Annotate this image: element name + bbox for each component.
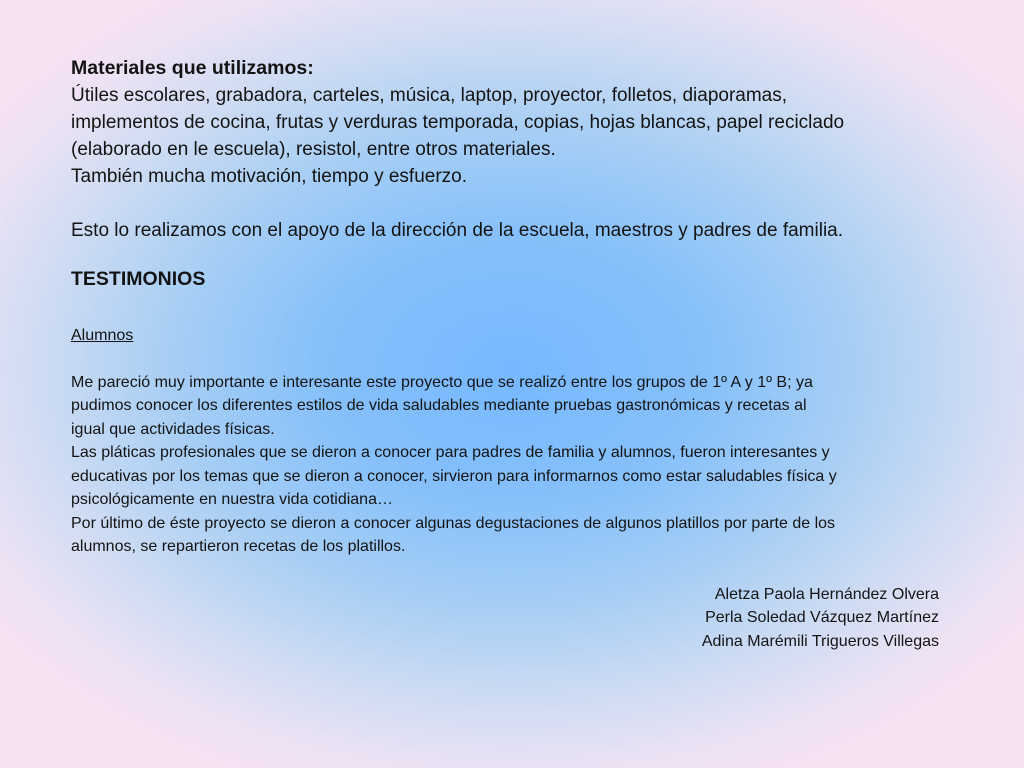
testimonio-paragraph [71, 371, 939, 559]
materiales-line: También mucha motivación, tiempo y esfuerzo. [71, 166, 468, 187]
testimonio-line: Me pareció muy importante e interesante este proyecto que se realizó entre los grupos de 1º A y 1º B; ya [71, 373, 813, 391]
testimonios-heading: TESTIMONIOS [71, 268, 206, 290]
spacer [71, 190, 939, 217]
materiales-line: Útiles escolares, grabadora, carteles, música, laptop, proyector, folletos, diaporamas, [71, 85, 788, 106]
testimonio-line: psicológicamente en nuestra vida cotidiana… [71, 491, 393, 508]
testimonio-line: Las pláticas profesionales que se dieron a conocer para padres de familia y alumnos, fueron interesantes y [71, 444, 830, 461]
signature-name: Adina Marémili Trigueros Villegas [701, 632, 939, 650]
spacer [71, 347, 939, 371]
testimonio-line: Por último de éste proyecto se dieron a conocer algunas degustaciones de algunos platillos por parte de los [71, 514, 836, 532]
alumnos-subheading: Alumnos [71, 327, 134, 344]
support-line: Esto lo realizamos con el apoyo de la dirección de la escuela, maestros y padres de familia. [71, 220, 844, 241]
signature-name: Aletza Paola Hernández Olvera [714, 585, 939, 603]
testimonio-line: educativas por los temas que se dieron a conocer, sirvieron para informarnos como estar saludables física y [71, 467, 837, 485]
testimonio-line: igual que actividades físicas. [71, 420, 275, 438]
materiales-line: (elaborado en le escuela), resistol, entre otros materiales. [71, 139, 556, 160]
materiales-line: implementos de cocina, frutas y verduras temporada, copias, hojas blancas, papel reciclado [71, 112, 845, 133]
signatures-block [71, 583, 939, 654]
testimonio-line: pudimos conocer los diferentes estilos de vida saludables mediante pruebas gastronómicas y recetas al [71, 397, 807, 414]
signature-name: Perla Soledad Vázquez Martínez [705, 609, 939, 626]
testimonio-line: alumnos, se repartieron recetas de los platillos. [71, 538, 406, 555]
support-paragraph [71, 217, 939, 244]
materiales-heading: Materiales que utilizamos: [71, 57, 314, 79]
materiales-paragraph [71, 82, 939, 190]
slide-content [71, 55, 939, 653]
